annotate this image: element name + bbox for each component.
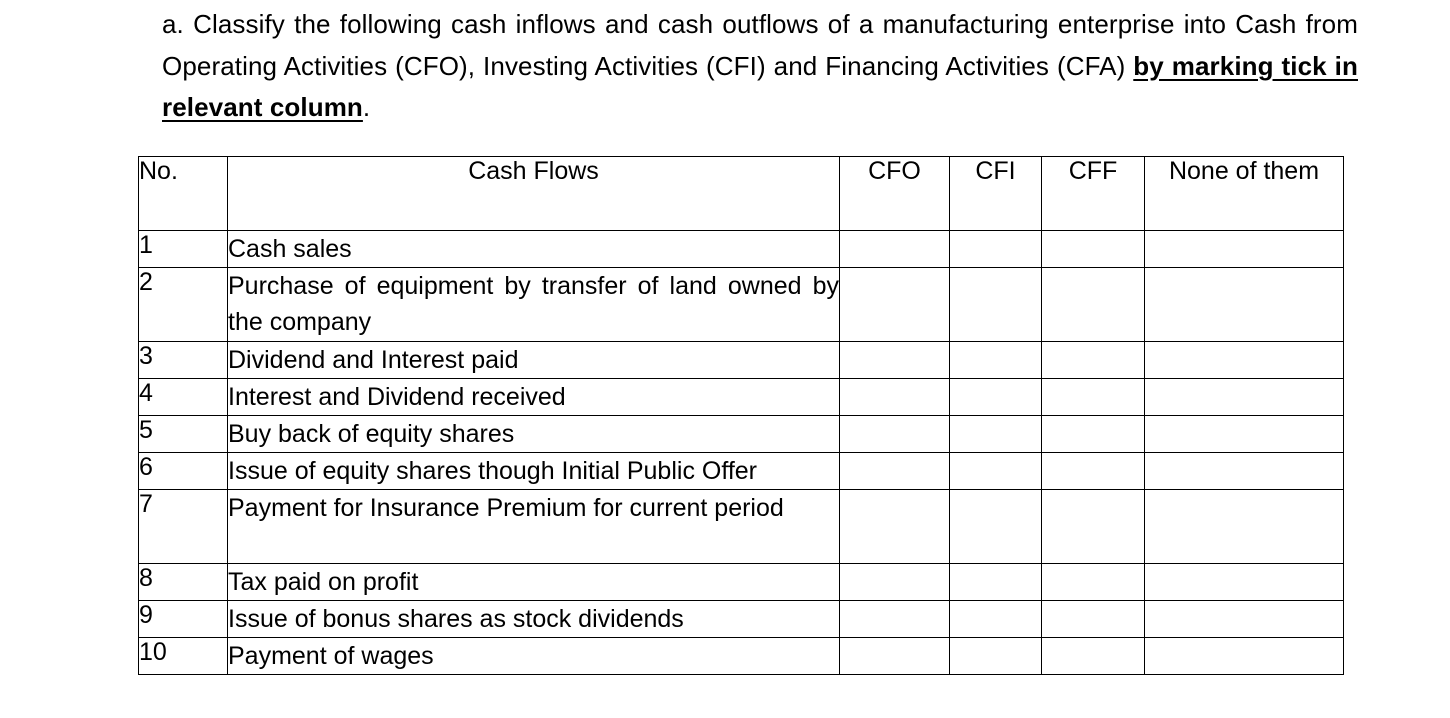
cfo-cell[interactable] [840,268,950,342]
table-row [139,342,1344,379]
header-no: No. [139,157,228,231]
header-none: None of them [1145,157,1344,231]
cff-cell[interactable] [1042,379,1145,416]
header-cff: CFF [1042,157,1145,231]
none-cell[interactable] [1145,638,1344,675]
none-cell[interactable] [1145,601,1344,638]
row-description: Dividend and Interest paid [228,342,840,379]
table-row [139,638,1344,675]
table-row [139,231,1344,268]
none-cell[interactable] [1145,416,1344,453]
question-body: a. Classify the following cash inflows and cash outflows of a manufacturing enterprise into Cash from Operating Activities (CFO), Investing Activities (CFI) and Financing Activities (CFA) [162,9,1358,81]
row-description: Buy back of equity shares [228,416,840,453]
row-number: 5 [139,416,228,453]
cfo-cell[interactable] [840,638,950,675]
cfo-cell[interactable] [840,342,950,379]
row-description: Issue of equity shares though Initial Public Offer [228,453,840,490]
none-cell[interactable] [1145,268,1344,342]
row-description: Payment of wages [228,638,840,675]
cff-cell[interactable] [1042,453,1145,490]
header-cfo: CFO [840,157,950,231]
cff-cell[interactable] [1042,268,1145,342]
table-row [139,416,1344,453]
header-cfi: CFI [950,157,1042,231]
cfi-cell[interactable] [950,416,1042,453]
row-number: 7 [139,490,228,564]
none-cell[interactable] [1145,342,1344,379]
none-cell[interactable] [1145,564,1344,601]
none-cell[interactable] [1145,379,1344,416]
cfi-cell[interactable] [950,453,1042,490]
cfi-cell[interactable] [950,601,1042,638]
cff-cell[interactable] [1042,601,1145,638]
table-row [139,601,1344,638]
header-row [139,157,1344,231]
table-row [139,379,1344,416]
row-number: 9 [139,601,228,638]
cff-cell[interactable] [1042,342,1145,379]
row-number: 3 [139,342,228,379]
cfi-cell[interactable] [950,231,1042,268]
row-description: Cash sales [228,231,840,268]
question-end: . [362,92,371,122]
cfo-cell[interactable] [840,601,950,638]
none-cell[interactable] [1145,490,1344,564]
row-description: Interest and Dividend received [228,379,840,416]
cfi-cell[interactable] [950,564,1042,601]
none-cell[interactable] [1145,231,1344,268]
row-number: 8 [139,564,228,601]
row-number: 6 [139,453,228,490]
cff-cell[interactable] [1042,564,1145,601]
row-number: 10 [139,638,228,675]
row-description: Tax paid on profit [228,564,840,601]
none-cell[interactable] [1145,453,1344,490]
table-row [139,268,1344,342]
cfi-cell[interactable] [950,342,1042,379]
cff-cell[interactable] [1042,490,1145,564]
cfi-cell[interactable] [950,490,1042,564]
cff-cell[interactable] [1042,231,1145,268]
cfo-cell[interactable] [840,564,950,601]
cfo-cell[interactable] [840,379,950,416]
row-description: Payment for Insurance Premium for current period [228,490,840,564]
row-description: Purchase of equipment by transfer of land owned by the company [228,268,840,342]
cfi-cell[interactable] [950,638,1042,675]
cff-cell[interactable] [1042,416,1145,453]
classification-table [138,156,1344,675]
question-emphasis: by marking tick in relevant column [162,50,1358,122]
table-row [139,453,1344,490]
cfi-cell[interactable] [950,268,1042,342]
header-cash-flows: Cash Flows [228,157,840,231]
row-number: 1 [139,231,228,268]
question-text [162,4,1358,129]
row-number: 4 [139,379,228,416]
cfo-cell[interactable] [840,490,950,564]
row-number: 2 [139,268,228,342]
cff-cell[interactable] [1042,638,1145,675]
row-description: Issue of bonus shares as stock dividends [228,601,840,638]
table-row [139,490,1344,564]
cfo-cell[interactable] [840,231,950,268]
cfi-cell[interactable] [950,379,1042,416]
cfo-cell[interactable] [840,453,950,490]
table-row [139,564,1344,601]
cfo-cell[interactable] [840,416,950,453]
